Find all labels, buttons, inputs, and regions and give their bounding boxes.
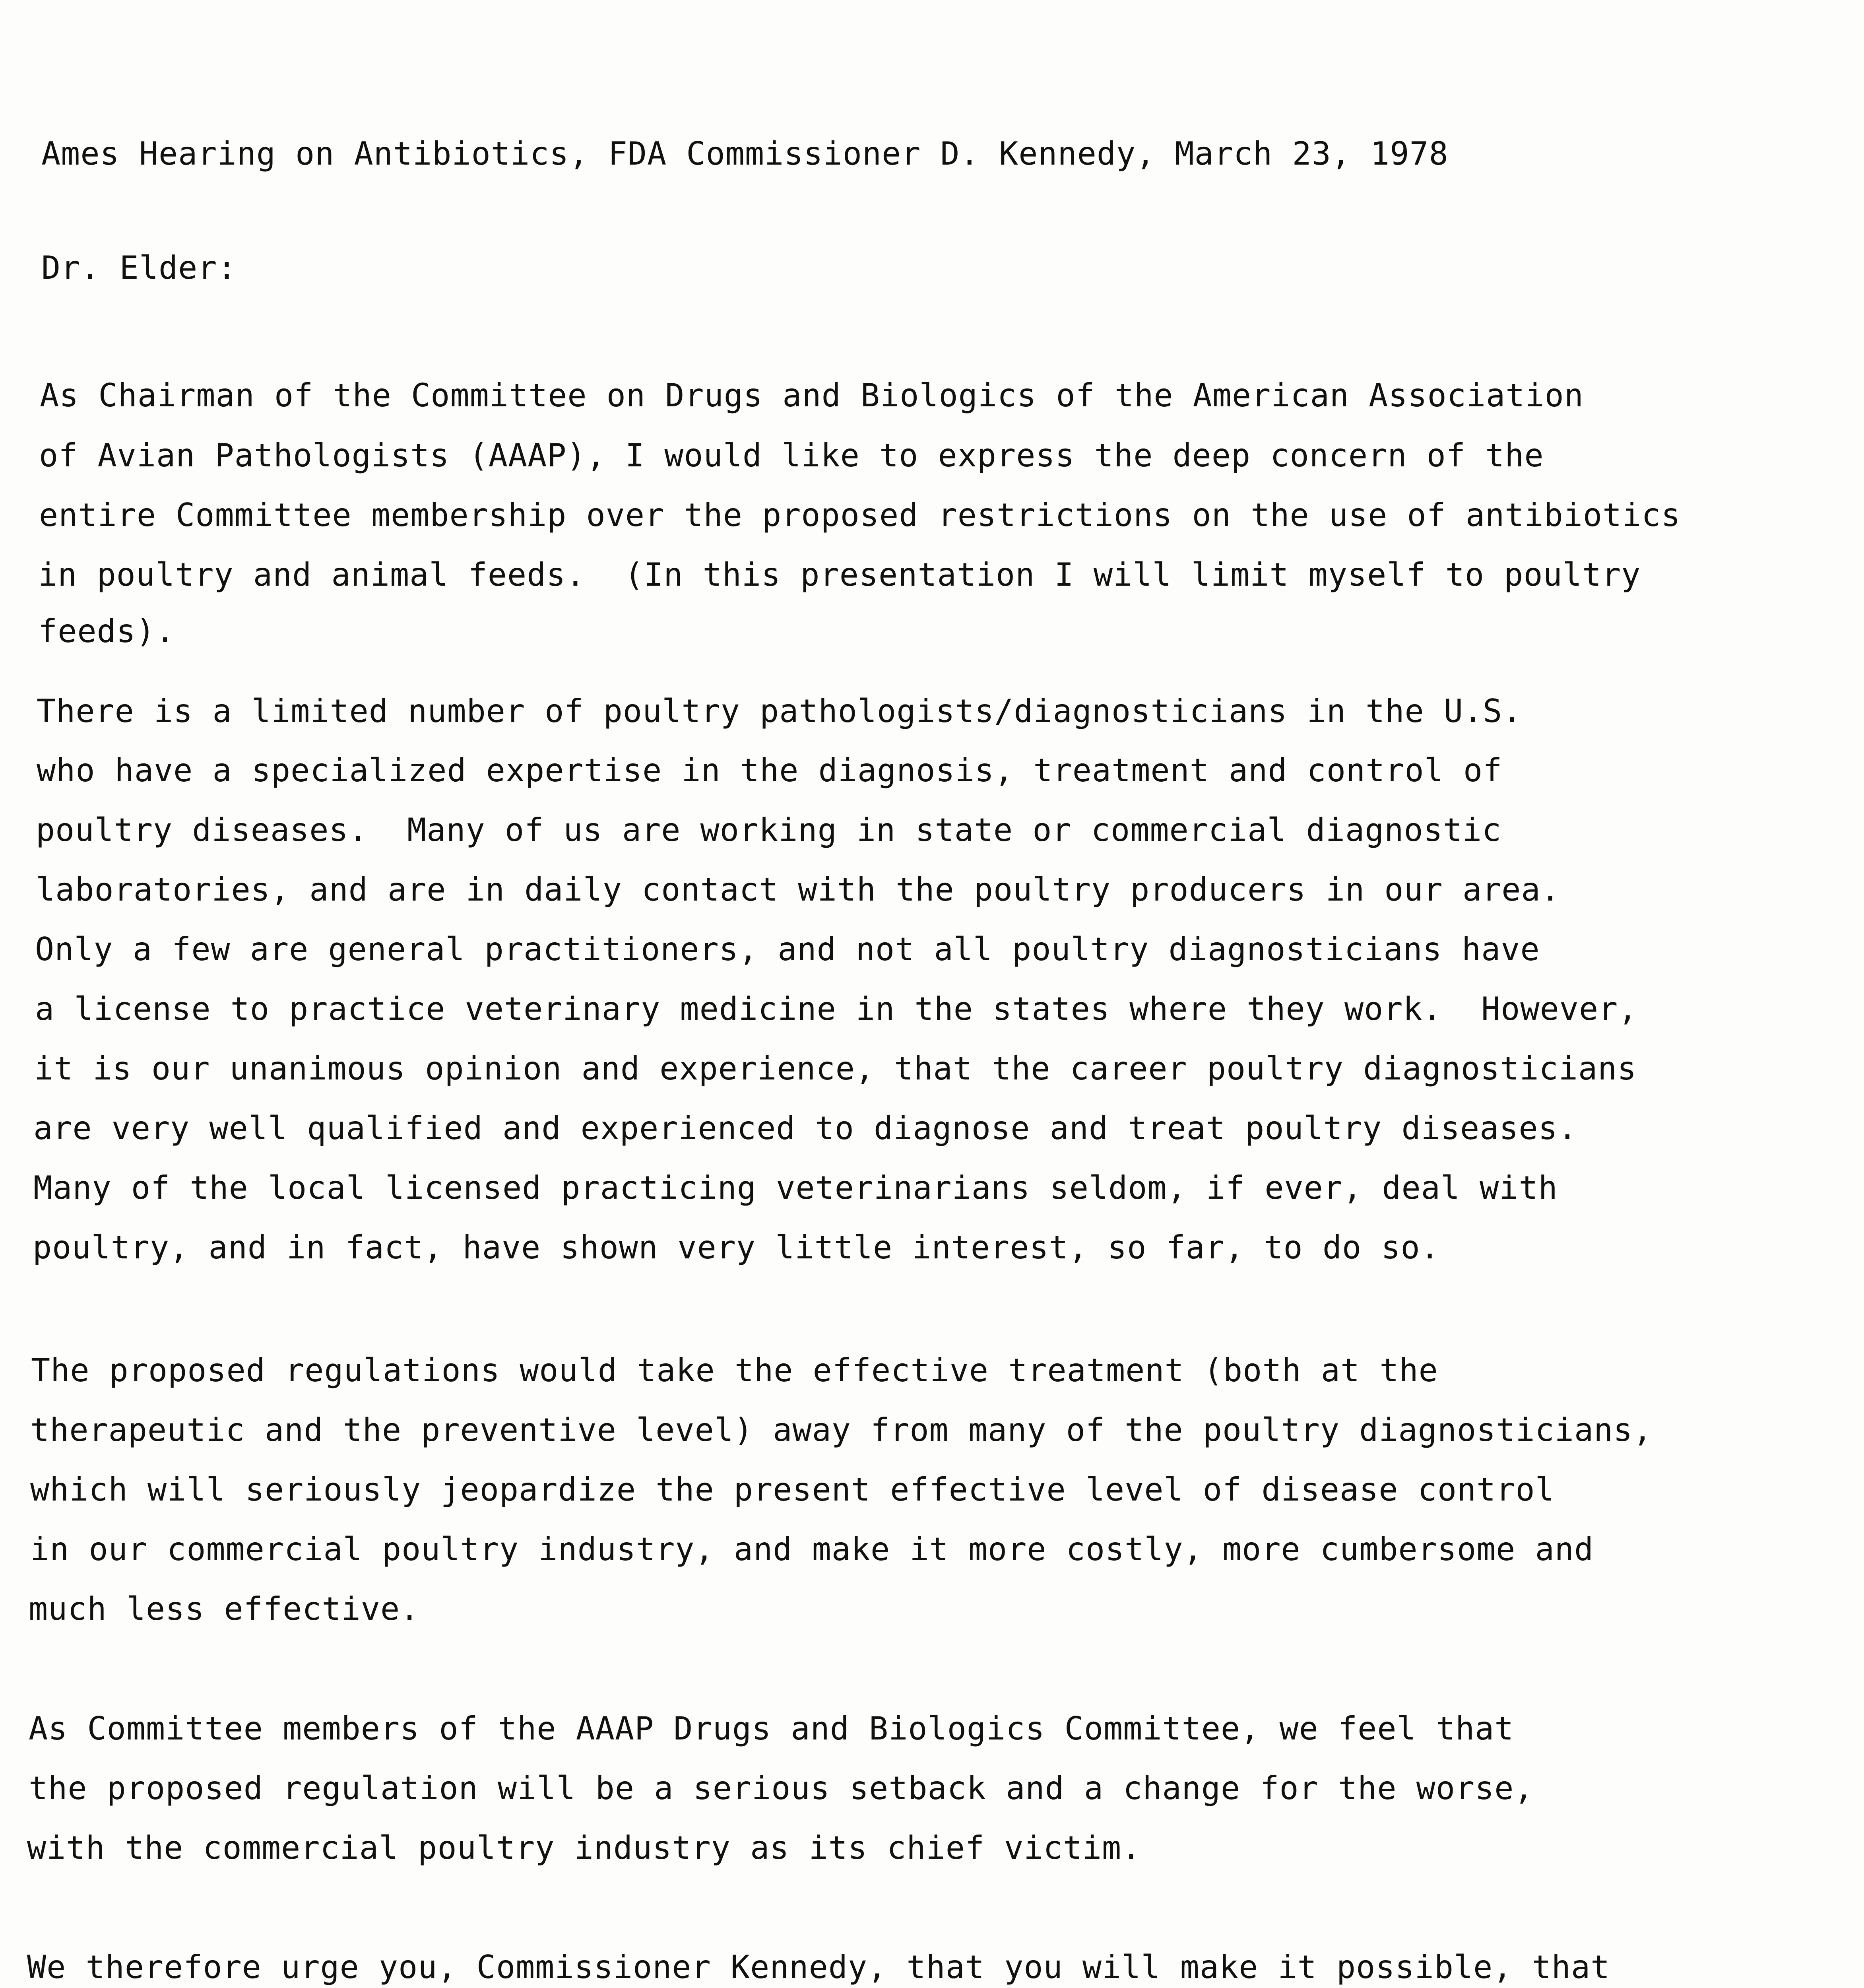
- paragraph-line: laboratories, and are in daily contact with the poultry producers in our area.: [36, 871, 1560, 908]
- paragraph-line: are very well qualified and experienced to diagnose and treat poultry diseases.: [33, 1110, 1577, 1147]
- paragraph-line: Only a few are general practitioners, and not all poultry diagnosticians have: [35, 931, 1540, 968]
- paragraph-line: entire Committee membership over the proposed restrictions on the use of antibiotics: [39, 497, 1681, 534]
- salutation: Dr. Elder:: [41, 249, 237, 286]
- paragraph-line: the proposed regulation will be a serious setback and a change for the worse,: [29, 1770, 1534, 1807]
- letter-heading: Ames Hearing on Antibiotics, FDA Commissioner D. Kennedy, March 23, 1978: [41, 135, 1449, 172]
- paragraph-line: As Chairman of the Committee on Drugs and Biologics of the American Association: [40, 377, 1584, 414]
- paragraph-line: There is a limited number of poultry pathologists/diagnosticians in the U.S.: [37, 693, 1522, 730]
- paragraph-line: feeds).: [38, 613, 175, 650]
- paragraph-line: much less effective.: [29, 1590, 420, 1627]
- paragraph-line: poultry diseases. Many of us are working in state or commercial diagnostic: [36, 812, 1502, 848]
- paragraph-line: Many of the local licensed practicing veterinarians seldom, if ever, deal with: [33, 1169, 1558, 1206]
- paragraph-line: which will seriously jeopardize the present effective level of disease control: [30, 1471, 1555, 1508]
- paragraph-line: therapeutic and the preventive level) away from many of the poultry diagnosticians,: [30, 1411, 1653, 1448]
- paragraph-line: in our commercial poultry industry, and make it more costly, more cumbersome and: [30, 1531, 1594, 1568]
- paragraph-line: of Avian Pathologists (AAAP), I would like to express the deep concern of the: [39, 437, 1544, 474]
- paragraph-line: The proposed regulations would take the effective treatment (both at the: [31, 1352, 1438, 1389]
- paragraph-line: who have a specialized expertise in the diagnosis, treatment and control of: [37, 752, 1503, 789]
- paragraph-line: As Committee members of the AAAP Drugs and Biologics Committee, we feel that: [29, 1710, 1514, 1747]
- paragraph-line: in poultry and animal feeds. (In this presentation I will limit myself to poultry: [38, 556, 1641, 593]
- paragraph-line: with the commercial poultry industry as its chief victim.: [27, 1829, 1141, 1866]
- paragraph-line: a license to practice veterinary medicine in the states where they work. However,: [35, 990, 1638, 1027]
- paragraph-line: We therefore urge you, Commissioner Kennedy, that you will make it possible, that: [27, 1949, 1610, 1986]
- paragraph-line: poultry, and in fact, have shown very little interest, so far, to do so.: [33, 1229, 1440, 1266]
- paragraph-line: it is our unanimous opinion and experience, that the career poultry diagnosticians: [34, 1050, 1637, 1087]
